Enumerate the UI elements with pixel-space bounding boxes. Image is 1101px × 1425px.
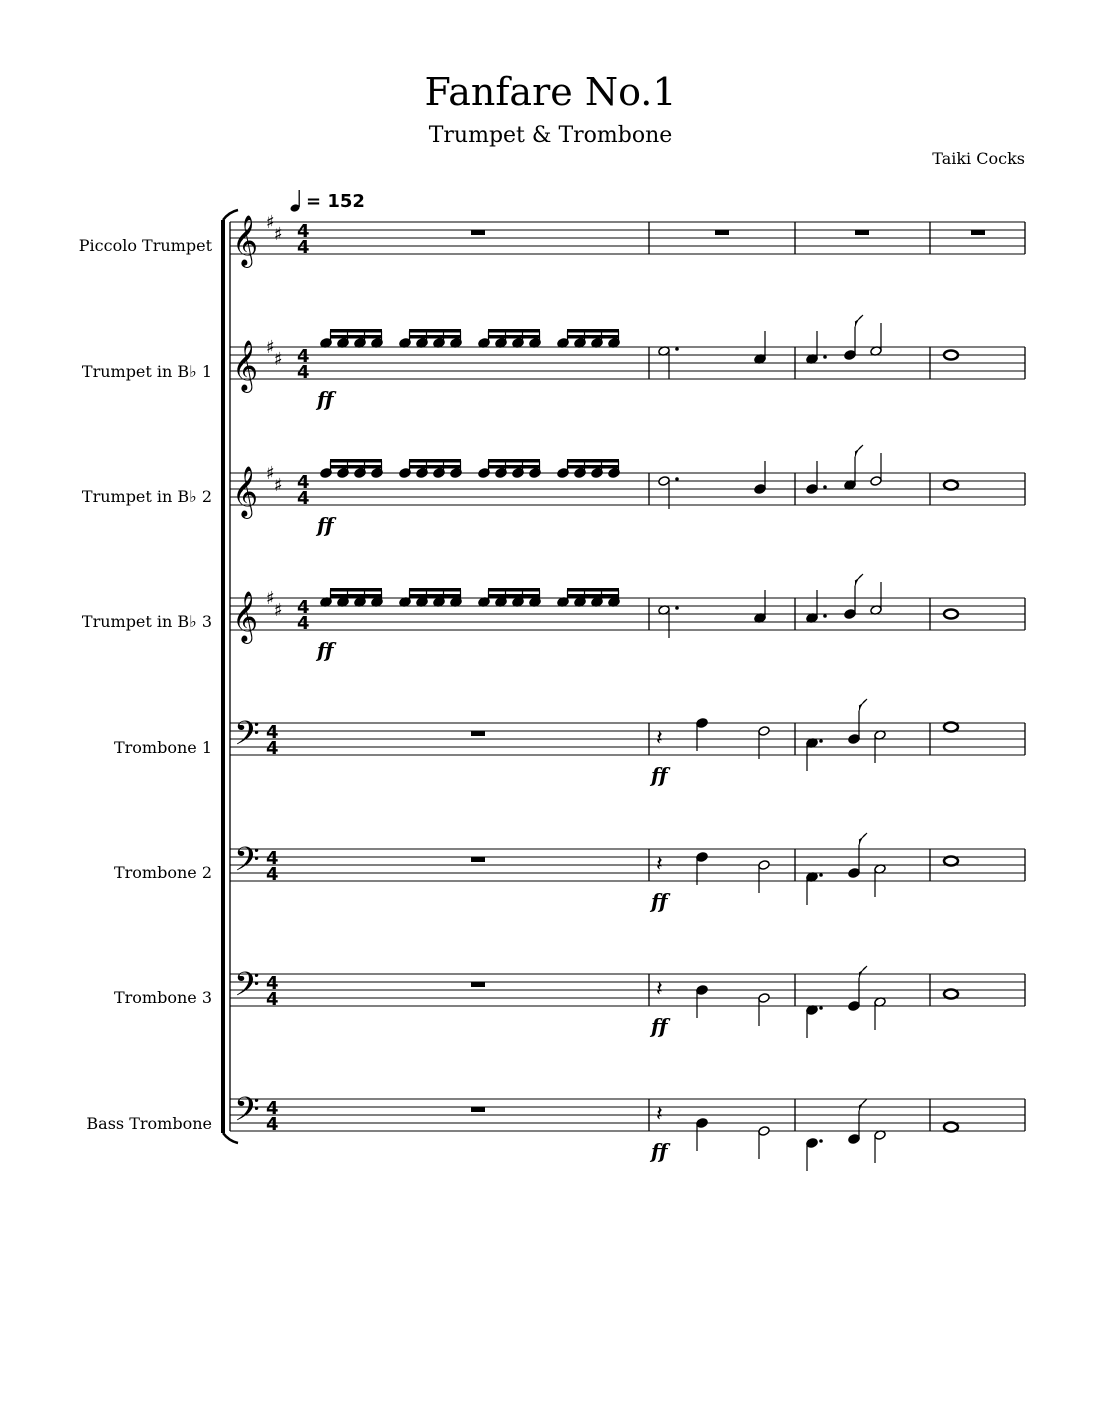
time-signature-numerator: 4 xyxy=(297,221,310,242)
eighth-flag xyxy=(859,1099,867,1111)
whole-rest xyxy=(471,731,485,736)
sharp-icon: ♯ xyxy=(274,349,283,370)
note-head xyxy=(696,1118,708,1129)
beam xyxy=(330,588,382,592)
dynamic-marking: ff xyxy=(317,387,334,411)
score-title: Fanfare No.1 xyxy=(424,70,677,114)
whole-note xyxy=(944,610,958,619)
sharp-icon: ♯ xyxy=(274,224,283,245)
note-head xyxy=(848,734,860,745)
treble-clef-icon: 𝄞 xyxy=(232,591,259,642)
time-signature-denominator: 4 xyxy=(297,613,310,634)
treble-clef-icon: 𝄞 xyxy=(232,466,259,517)
bass-clef-icon: 𝄢 xyxy=(234,715,260,761)
beam xyxy=(409,594,461,598)
staff-label-trumpet-1: Trumpet in B♭ 1 xyxy=(81,362,212,381)
beam xyxy=(409,465,461,469)
augmentation-dot xyxy=(819,739,823,743)
beam xyxy=(330,465,382,469)
whole-note xyxy=(944,990,958,999)
whole-note xyxy=(944,1123,958,1132)
eighth-flag xyxy=(859,966,867,978)
dynamic-marking: ff xyxy=(651,1014,668,1038)
time-signature-denominator: 4 xyxy=(297,362,310,383)
beam xyxy=(488,465,540,469)
whole-note xyxy=(944,481,958,490)
tempo-value: = 152 xyxy=(306,190,365,212)
staff-label-trumpet-3: Trumpet in B♭ 3 xyxy=(81,612,212,631)
eighth-flag xyxy=(859,699,867,711)
beam xyxy=(567,588,619,592)
time-signature-numerator: 4 xyxy=(297,472,310,493)
whole-rest xyxy=(715,230,729,235)
note-head xyxy=(696,852,708,863)
note-head xyxy=(758,726,770,737)
note-head xyxy=(758,993,770,1004)
beam xyxy=(409,588,461,592)
time-signature-numerator: 4 xyxy=(266,1098,279,1119)
whole-note xyxy=(944,351,958,360)
beam xyxy=(409,335,461,339)
note-head xyxy=(658,476,670,487)
whole-rest xyxy=(855,230,869,235)
bass-clef-icon: 𝄢 xyxy=(234,1091,260,1137)
dynamic-marking: ff xyxy=(651,763,668,787)
beam xyxy=(567,459,619,463)
note-head xyxy=(806,484,818,495)
time-signature-numerator: 4 xyxy=(297,346,310,367)
whole-rest xyxy=(471,230,485,235)
quarter-rest: 𝄽 xyxy=(656,1102,663,1127)
beam xyxy=(567,329,619,333)
note-head xyxy=(758,860,770,871)
sharp-icon: ♯ xyxy=(266,588,275,609)
augmentation-dot xyxy=(819,1006,823,1010)
dynamic-marking: ff xyxy=(651,889,668,913)
bass-clef-icon: 𝄢 xyxy=(234,841,260,887)
beam xyxy=(330,335,382,339)
beam xyxy=(567,335,619,339)
augmentation-dot xyxy=(823,614,827,618)
score-subtitle: Trumpet & Trombone xyxy=(428,123,673,148)
staff-label-trombone-3: Trombone 3 xyxy=(113,988,212,1007)
beam xyxy=(330,459,382,463)
beam xyxy=(488,335,540,339)
note-head xyxy=(870,476,882,487)
time-signature-denominator: 4 xyxy=(266,1114,279,1135)
dynamic-marking: ff xyxy=(317,638,334,662)
sharp-icon: ♯ xyxy=(266,212,275,233)
augmentation-dot xyxy=(823,485,827,489)
beam xyxy=(488,329,540,333)
augmentation-dot xyxy=(675,347,679,351)
note-head xyxy=(806,1138,818,1149)
dynamic-marking: ff xyxy=(317,513,334,537)
time-signature-denominator: 4 xyxy=(266,989,279,1010)
whole-rest xyxy=(471,1107,485,1112)
note-head xyxy=(696,718,708,729)
note-head xyxy=(844,609,856,620)
time-signature-numerator: 4 xyxy=(297,597,310,618)
eighth-flag xyxy=(855,315,863,327)
beam xyxy=(567,594,619,598)
augmentation-dot xyxy=(675,606,679,610)
beam xyxy=(488,459,540,463)
eighth-flag xyxy=(859,833,867,845)
quarter-rest: 𝄽 xyxy=(656,977,663,1002)
augmentation-dot xyxy=(823,355,827,359)
beam xyxy=(488,588,540,592)
note-head xyxy=(696,985,708,996)
bass-clef-icon: 𝄢 xyxy=(234,966,260,1012)
note-head xyxy=(848,1134,860,1145)
beam xyxy=(409,329,461,333)
whole-rest xyxy=(471,982,485,987)
eighth-flag xyxy=(855,445,863,457)
sharp-icon: ♯ xyxy=(274,475,283,496)
sharp-icon: ♯ xyxy=(266,337,275,358)
time-signature-denominator: 4 xyxy=(266,738,279,759)
note-head xyxy=(754,484,766,495)
beam xyxy=(330,329,382,333)
composer-name: Taiki Cocks xyxy=(932,149,1025,168)
whole-note xyxy=(944,857,958,866)
time-signature-numerator: 4 xyxy=(266,722,279,743)
beam xyxy=(567,465,619,469)
eighth-flag xyxy=(855,574,863,586)
time-signature-numerator: 4 xyxy=(266,973,279,994)
treble-clef-icon: 𝄞 xyxy=(232,215,259,266)
beam xyxy=(409,459,461,463)
note-head xyxy=(848,868,860,879)
staff-label-bass-trombone: Bass Trombone xyxy=(86,1114,212,1133)
note-head xyxy=(848,1001,860,1012)
beam xyxy=(330,594,382,598)
note-head xyxy=(844,350,856,361)
quarter-rest: 𝄽 xyxy=(656,852,663,877)
staff-label-piccolo-trumpet: Piccolo Trumpet xyxy=(78,236,212,255)
time-signature-denominator: 4 xyxy=(266,864,279,885)
treble-clef-icon: 𝄞 xyxy=(232,340,259,391)
time-signature-denominator: 4 xyxy=(297,488,310,509)
system-bracket xyxy=(221,220,225,1133)
staff-label-trumpet-2: Trumpet in B♭ 2 xyxy=(81,487,212,506)
time-signature-numerator: 4 xyxy=(266,848,279,869)
note-head xyxy=(758,1126,770,1137)
time-signature-denominator: 4 xyxy=(297,237,310,258)
augmentation-dot xyxy=(819,1139,823,1143)
augmentation-dot xyxy=(819,873,823,877)
augmentation-dot xyxy=(675,477,679,481)
dynamic-marking: ff xyxy=(651,1139,668,1163)
whole-rest xyxy=(971,230,985,235)
beam xyxy=(488,594,540,598)
quarter-rest: 𝄽 xyxy=(656,726,663,751)
whole-note xyxy=(944,723,958,732)
whole-rest xyxy=(471,857,485,862)
sharp-icon: ♯ xyxy=(266,463,275,484)
staff-label-trombone-1: Trombone 1 xyxy=(113,738,212,757)
staff-label-trombone-2: Trombone 2 xyxy=(113,863,212,882)
sharp-icon: ♯ xyxy=(274,600,283,621)
